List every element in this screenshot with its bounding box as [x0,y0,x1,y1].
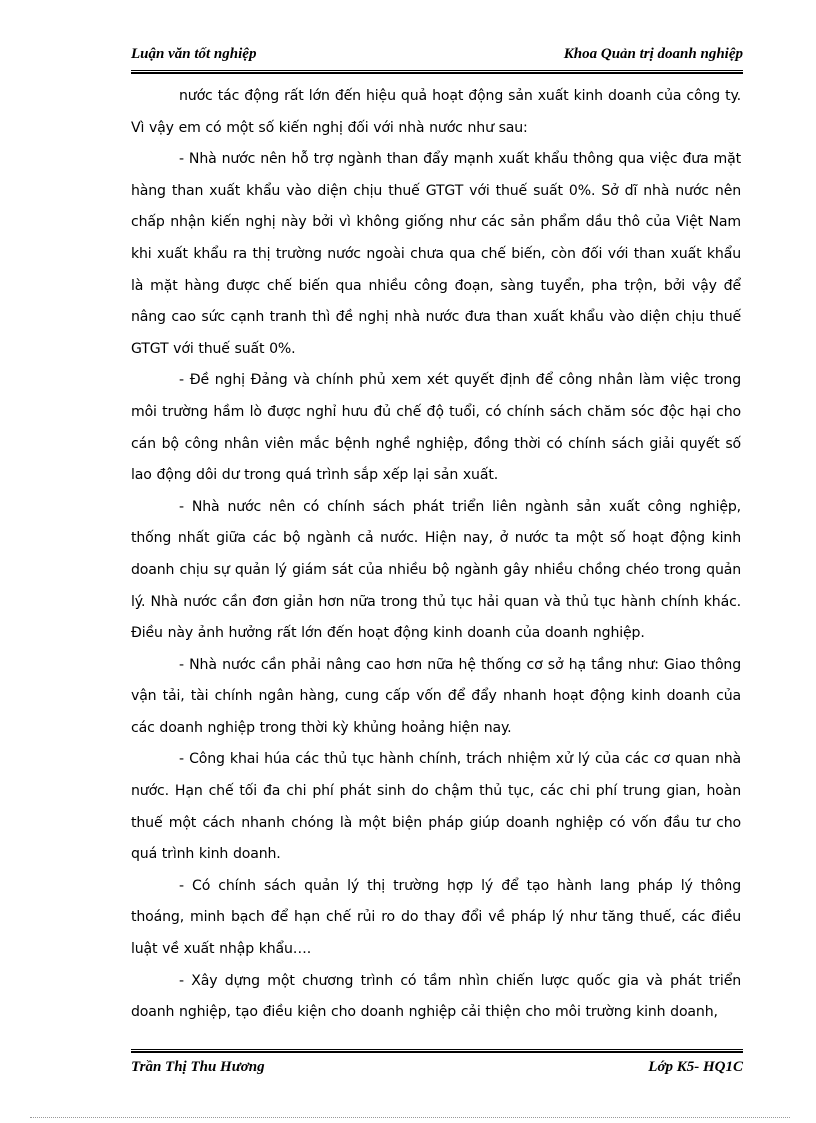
paragraph-recommendation-strategy: - Xây dựng một chương trình có tầm nhìn chiến lược quốc gia và phát triển doanh nghiệp, tạo điều kiện cho doanh nghiệp cải thiện cho môi trường kinh doanh, [131,972,741,1021]
page-footer [131,1057,743,1083]
page-header [131,44,743,72]
document-body [131,81,741,1029]
page-boundary [30,1117,790,1118]
footer-class: Lớp K5- HQ1C [648,1059,743,1075]
paragraph-recommendation-market-policy: - Có chính sách quản lý thị trường hợp lý để tạo hành lang pháp lý thông thoáng, minh bạch để hạn chế rủi ro do thay đổi về pháp lý như tăng thuế, các điều luật về xuất nhập khẩu…. [131,877,741,958]
paragraph-recommendation-export: - Nhà nước nên hỗ trợ ngành than đẩy mạnh xuất khẩu thông qua việc đưa mặt hàng than xuất khẩu vào diện chịu thuế GTGT với thuế suất 0%. Sở dĩ nhà nước nên chấp nhận kiến nghị này bởi vì không giống như các sản phẩm dầu thô của Việt Nam khi xuất khẩu ra thị trường nước ngoài chưa qua chế biến, còn đối với than xuất khẩu là mặt hàng được chế biến qua nhiều công đoạn, sàng tuyển, pha trộn, bởi vậy để nâng cao sức cạnh tranh thì đề nghị nhà nước đưa than xuất khẩu vào diện chịu thuế GTGT với thuế suất 0%. [131,151,741,357]
paragraph-recommendation-retirement: - Đề nghị Đảng và chính phủ xem xét quyết định để công nhân làm việc trong môi trường hầm lò được nghỉ hưu đủ chế độ tuổi, có chính sách chăm sóc độc hại cho cán bộ công nhân viên mắc bệnh nghề nghiệp, đồng thời có chính sách giải quyết số lao động dôi dư trong quá trình sắp xếp lại sản xuất. [131,372,741,484]
paragraph-intro: nước tác động rất lớn đến hiệu quả hoạt động sản xuất kinh doanh của công ty. Vì vậy em có một số kiến nghị đối với nhà nước như sau: [131,88,741,136]
footer-divider [131,1049,743,1053]
header-faculty: Khoa Quản trị doanh nghiệp [563,46,743,62]
header-thesis-title: Luận văn tốt nghiệp [131,46,257,62]
paragraph-recommendation-interindustry: - Nhà nước nên có chính sách phát triển liên ngành sản xuất công nghiệp, thống nhất giữa các bộ ngành cả nước. Hiện nay, ở nước ta một số hoạt động kinh doanh chịu sự quản lý giám sát của nhiều bộ ngành gây nhiều chồng chéo trong quản lý. Nhà nước cần đơn giản hơn nữa trong thủ tục hải quan và thủ tục hành chính khác. Điều này ảnh hưởng rất lớn đến hoạt động kinh doanh của doanh nghiệp. [131,498,741,642]
paragraph-recommendation-infrastructure: - Nhà nước cần phải nâng cao hơn nữa hệ thống cơ sở hạ tầng như: Giao thông vận tải, tài chính ngân hàng, cung cấp vốn để đẩy nhanh hoạt động kinh doanh của các doanh nghiệp trong thời kỳ khủng hoảng hiện nay. [131,656,741,736]
paragraph-recommendation-administrative: - Công khai húa các thủ tục hành chính, trách nhiệm xử lý của các cơ quan nhà nước. Hạn chế tối đa chi phí phát sinh do chậm thủ tục, các chi phí trung gian, hoàn thuế một cách nhanh chóng là một biện pháp giúp doanh nghiệp có vốn đầu tư cho quá trình kinh doanh. [131,751,741,863]
footer-author: Trần Thị Thu Hương [131,1059,265,1075]
header-divider [131,70,743,74]
